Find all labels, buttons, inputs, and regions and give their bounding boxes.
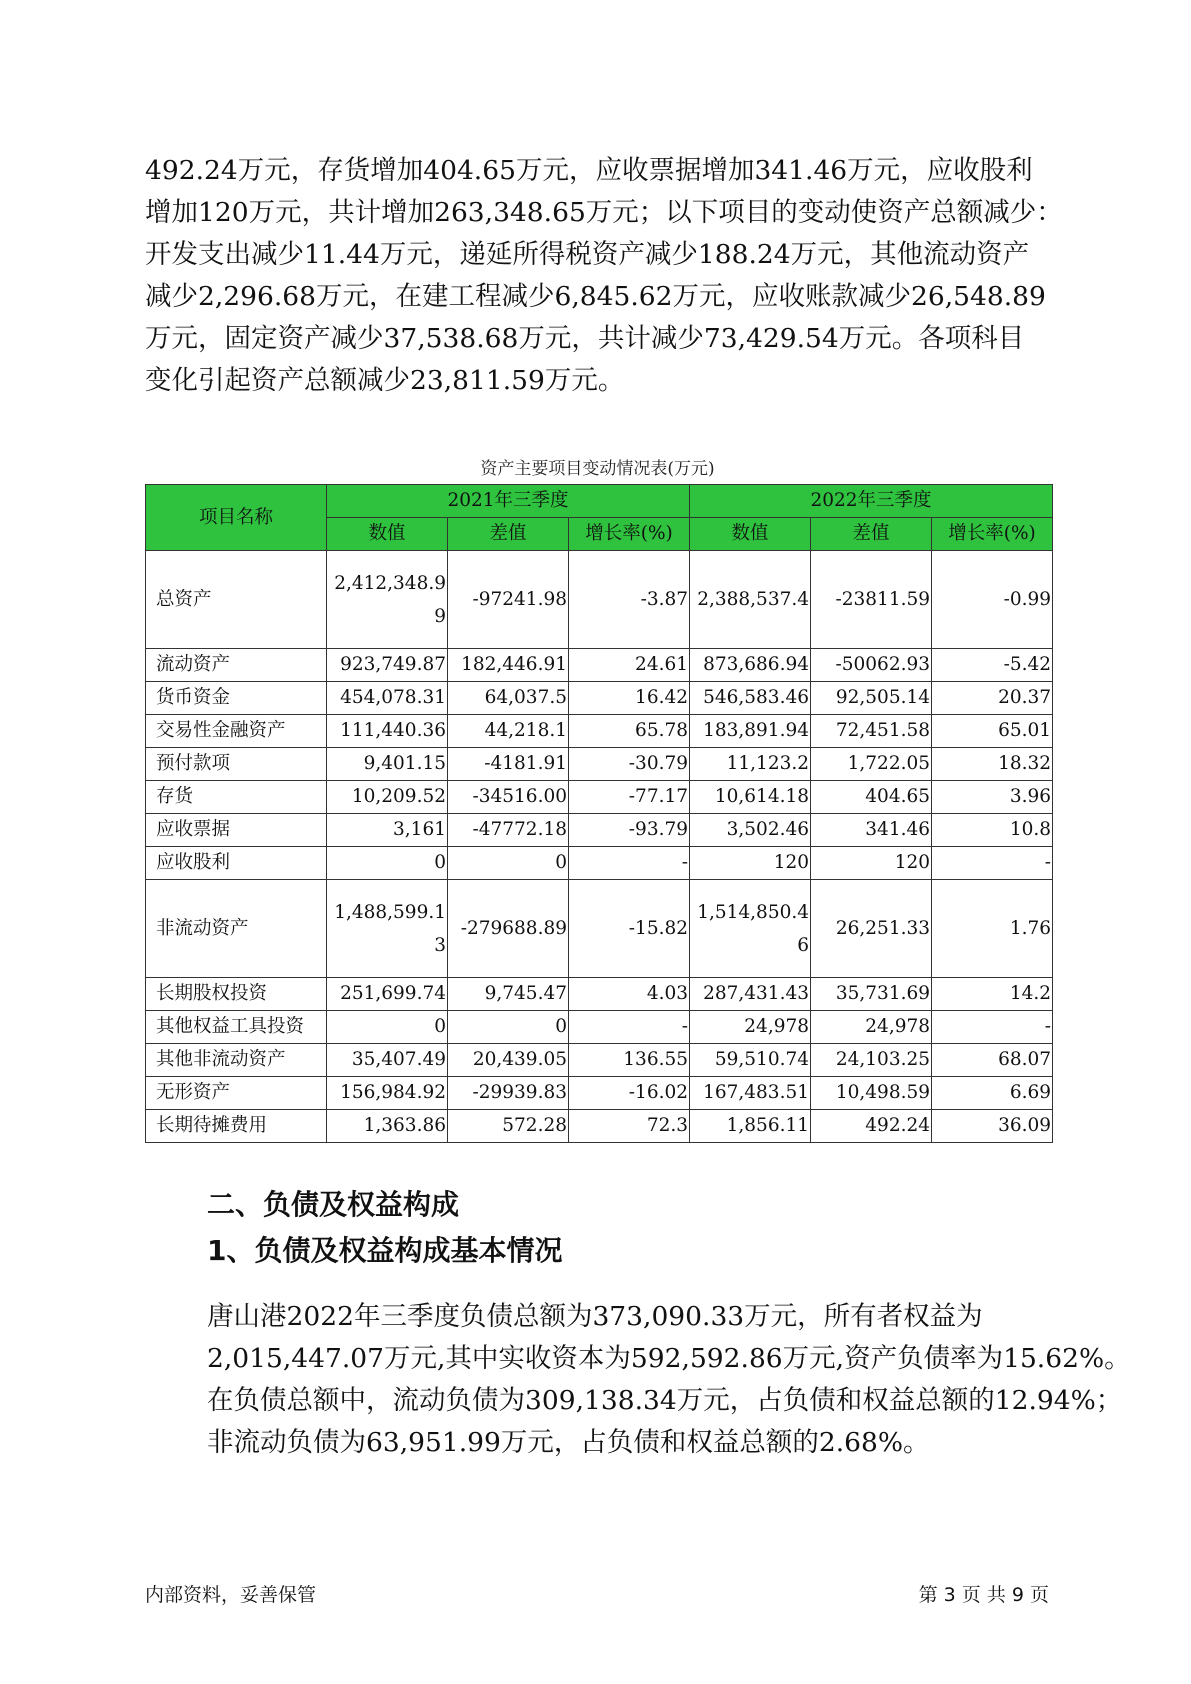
table-cell: 59,510.74 [690, 1044, 811, 1077]
table-cell: -47772.18 [448, 814, 569, 847]
row-label: 流动资产 [146, 649, 327, 682]
text-line: 2,015,447.07万元,其中实收资本为592,592.86万元,资产负债率为15.62%。 [207, 1343, 1131, 1374]
table-caption: 资产主要项目变动情况表(万元) [480, 459, 715, 479]
header-period-2021: 2021年三季度 [327, 485, 690, 518]
table-cell: 341.46 [811, 814, 932, 847]
table-cell: 3.96 [932, 781, 1053, 814]
table-cell: -15.82 [569, 880, 690, 978]
text-line: 唐山港2022年三季度负债总额为373,090.33万元，所有者权益为 [207, 1301, 983, 1332]
table-cell: 20.37 [932, 682, 1053, 715]
header-value-2021: 数值 [327, 518, 448, 551]
table-row [146, 847, 1053, 880]
table-row [146, 781, 1053, 814]
table-cell: 44,218.1 [448, 715, 569, 748]
table-cell: -97241.98 [448, 551, 569, 649]
text-line: 492.24万元，存货增加404.65万元，应收票据增加341.46万元，应收股利 [145, 155, 1033, 186]
table-cell: 65.78 [569, 715, 690, 748]
table-cell: 182,446.91 [448, 649, 569, 682]
table-row [146, 1110, 1053, 1143]
header-diff-2021: 差值 [448, 518, 569, 551]
footer-confidential-note: 内部资料，妥善保管 [145, 1584, 317, 1606]
row-label: 非流动资产 [146, 880, 327, 978]
paragraph-liabilities [145, 1296, 1131, 1464]
text-line: 万元，固定资产减少37,538.68万元，共计减少73,429.54万元。各项科目 [145, 323, 1025, 354]
table-cell: -0.99 [932, 551, 1053, 649]
table-cell: 36.09 [932, 1110, 1053, 1143]
table-cell: 10.8 [932, 814, 1053, 847]
row-label: 预付款项 [146, 748, 327, 781]
table-cell: 0 [327, 1011, 448, 1044]
table-row [146, 551, 1053, 649]
table-cell: 18.32 [932, 748, 1053, 781]
table-cell: -16.02 [569, 1077, 690, 1110]
table-cell: 1,722.05 [811, 748, 932, 781]
table-row [146, 715, 1053, 748]
table-cell: 14.2 [932, 978, 1053, 1011]
table-cell: 9,745.47 [448, 978, 569, 1011]
header-period-2022: 2022年三季度 [690, 485, 1053, 518]
table-cell: -4181.91 [448, 748, 569, 781]
table-cell: 4.03 [569, 978, 690, 1011]
table-cell: 0 [327, 847, 448, 880]
table-cell: 111,440.36 [327, 715, 448, 748]
table-cell: -279688.89 [448, 880, 569, 978]
table-body [146, 551, 1053, 1143]
table-cell: 251,699.74 [327, 978, 448, 1011]
row-label: 其他非流动资产 [146, 1044, 327, 1077]
table-cell: 20,439.05 [448, 1044, 569, 1077]
table-cell: 10,614.18 [690, 781, 811, 814]
table-cell: 1,488,599.13 [327, 880, 448, 978]
text-line: 在负债总额中，流动负债为309,138.34万元，占负债和权益总额的12.94%； [207, 1385, 1123, 1416]
table-cell: 0 [448, 847, 569, 880]
table-row [146, 1077, 1053, 1110]
table-cell: 923,749.87 [327, 649, 448, 682]
table-cell: -93.79 [569, 814, 690, 847]
table-cell: -29939.83 [448, 1077, 569, 1110]
row-label: 其他权益工具投资 [146, 1011, 327, 1044]
table-cell: 35,731.69 [811, 978, 932, 1011]
table-cell: - [932, 1011, 1053, 1044]
text-line: 非流动负债为63,951.99万元，占负债和权益总额的2.68%。 [207, 1427, 930, 1458]
table-cell: -50062.93 [811, 649, 932, 682]
header-growth-2022: 增长率(%) [932, 518, 1053, 551]
table-cell: 3,161 [327, 814, 448, 847]
table-cell: -23811.59 [811, 551, 932, 649]
footer-page-number: 第 3 页 共 9 页 [918, 1584, 1049, 1606]
text-line: 减少2,296.68万元，在建工程减少6,845.62万元，应收账款减少26,548.89 [145, 281, 1046, 312]
row-label: 存货 [146, 781, 327, 814]
table-cell: 136.55 [569, 1044, 690, 1077]
row-label: 交易性金融资产 [146, 715, 327, 748]
table-cell: 2,388,537.4 [690, 551, 811, 649]
table-cell: 16.42 [569, 682, 690, 715]
table-cell: 546,583.46 [690, 682, 811, 715]
table-cell: 3,502.46 [690, 814, 811, 847]
table-cell: 1.76 [932, 880, 1053, 978]
table-cell: 120 [811, 847, 932, 880]
paragraph-asset-changes [145, 150, 1063, 402]
table-cell: -30.79 [569, 748, 690, 781]
text-line: 变化引起资产总额减少23,811.59万元。 [145, 365, 625, 396]
table-cell: 26,251.33 [811, 880, 932, 978]
table-cell: -3.87 [569, 551, 690, 649]
table-cell: 2,412,348.99 [327, 551, 448, 649]
table-cell: 68.07 [932, 1044, 1053, 1077]
table-row [146, 978, 1053, 1011]
header-growth-2021: 增长率(%) [569, 518, 690, 551]
table-cell: 24.61 [569, 649, 690, 682]
table-cell: 572.28 [448, 1110, 569, 1143]
table-cell: 156,984.92 [327, 1077, 448, 1110]
table-row [146, 1011, 1053, 1044]
row-label: 应收股利 [146, 847, 327, 880]
table-cell: 6.69 [932, 1077, 1053, 1110]
row-label: 无形资产 [146, 1077, 327, 1110]
table-cell: 72,451.58 [811, 715, 932, 748]
text-line: 增加120万元，共计增加263,348.65万元；以下项目的变动使资产总额减少： [145, 197, 1063, 228]
table-row [146, 748, 1053, 781]
table-cell: 24,978 [811, 1011, 932, 1044]
table-cell: 1,856.11 [690, 1110, 811, 1143]
table-cell: 1,363.86 [327, 1110, 448, 1143]
table-cell: - [932, 847, 1053, 880]
asset-changes-table [145, 484, 1053, 1143]
table-cell: -5.42 [932, 649, 1053, 682]
row-label: 应收票据 [146, 814, 327, 847]
table-cell: 167,483.51 [690, 1077, 811, 1110]
row-label: 总资产 [146, 551, 327, 649]
table-cell: -77.17 [569, 781, 690, 814]
table-row [146, 880, 1053, 978]
row-label: 货币资金 [146, 682, 327, 715]
table-cell: 64,037.5 [448, 682, 569, 715]
table-cell: - [569, 1011, 690, 1044]
table-cell: - [569, 847, 690, 880]
table-cell: 1,514,850.46 [690, 880, 811, 978]
text-line: 开发支出减少11.44万元，递延所得税资产减少188.24万元，其他流动资产 [145, 239, 1030, 270]
table-cell: 120 [690, 847, 811, 880]
table-cell: 24,978 [690, 1011, 811, 1044]
table-cell: 183,891.94 [690, 715, 811, 748]
table-cell: 24,103.25 [811, 1044, 932, 1077]
table-row [146, 814, 1053, 847]
table-cell: 35,407.49 [327, 1044, 448, 1077]
table-cell: 10,498.59 [811, 1077, 932, 1110]
table-row [146, 649, 1053, 682]
table-cell: 72.3 [569, 1110, 690, 1143]
table-cell: 11,123.2 [690, 748, 811, 781]
table-cell: 10,209.52 [327, 781, 448, 814]
header-item-name: 项目名称 [146, 485, 327, 551]
table-cell: 65.01 [932, 715, 1053, 748]
table-row [146, 1044, 1053, 1077]
table-row [146, 682, 1053, 715]
header-value-2022: 数值 [690, 518, 811, 551]
table-cell: 454,078.31 [327, 682, 448, 715]
section-heading: 二、负债及权益构成 [207, 1188, 460, 1221]
header-diff-2022: 差值 [811, 518, 932, 551]
table-cell: 9,401.15 [327, 748, 448, 781]
table-cell: 873,686.94 [690, 649, 811, 682]
table-cell: 0 [448, 1011, 569, 1044]
row-label: 长期待摊费用 [146, 1110, 327, 1143]
table-cell: 404.65 [811, 781, 932, 814]
table-cell: -34516.00 [448, 781, 569, 814]
row-label: 长期股权投资 [146, 978, 327, 1011]
table-cell: 92,505.14 [811, 682, 932, 715]
table-cell: 287,431.43 [690, 978, 811, 1011]
table-cell: 492.24 [811, 1110, 932, 1143]
subsection-heading: 1、负债及权益构成基本情况 [207, 1234, 563, 1267]
